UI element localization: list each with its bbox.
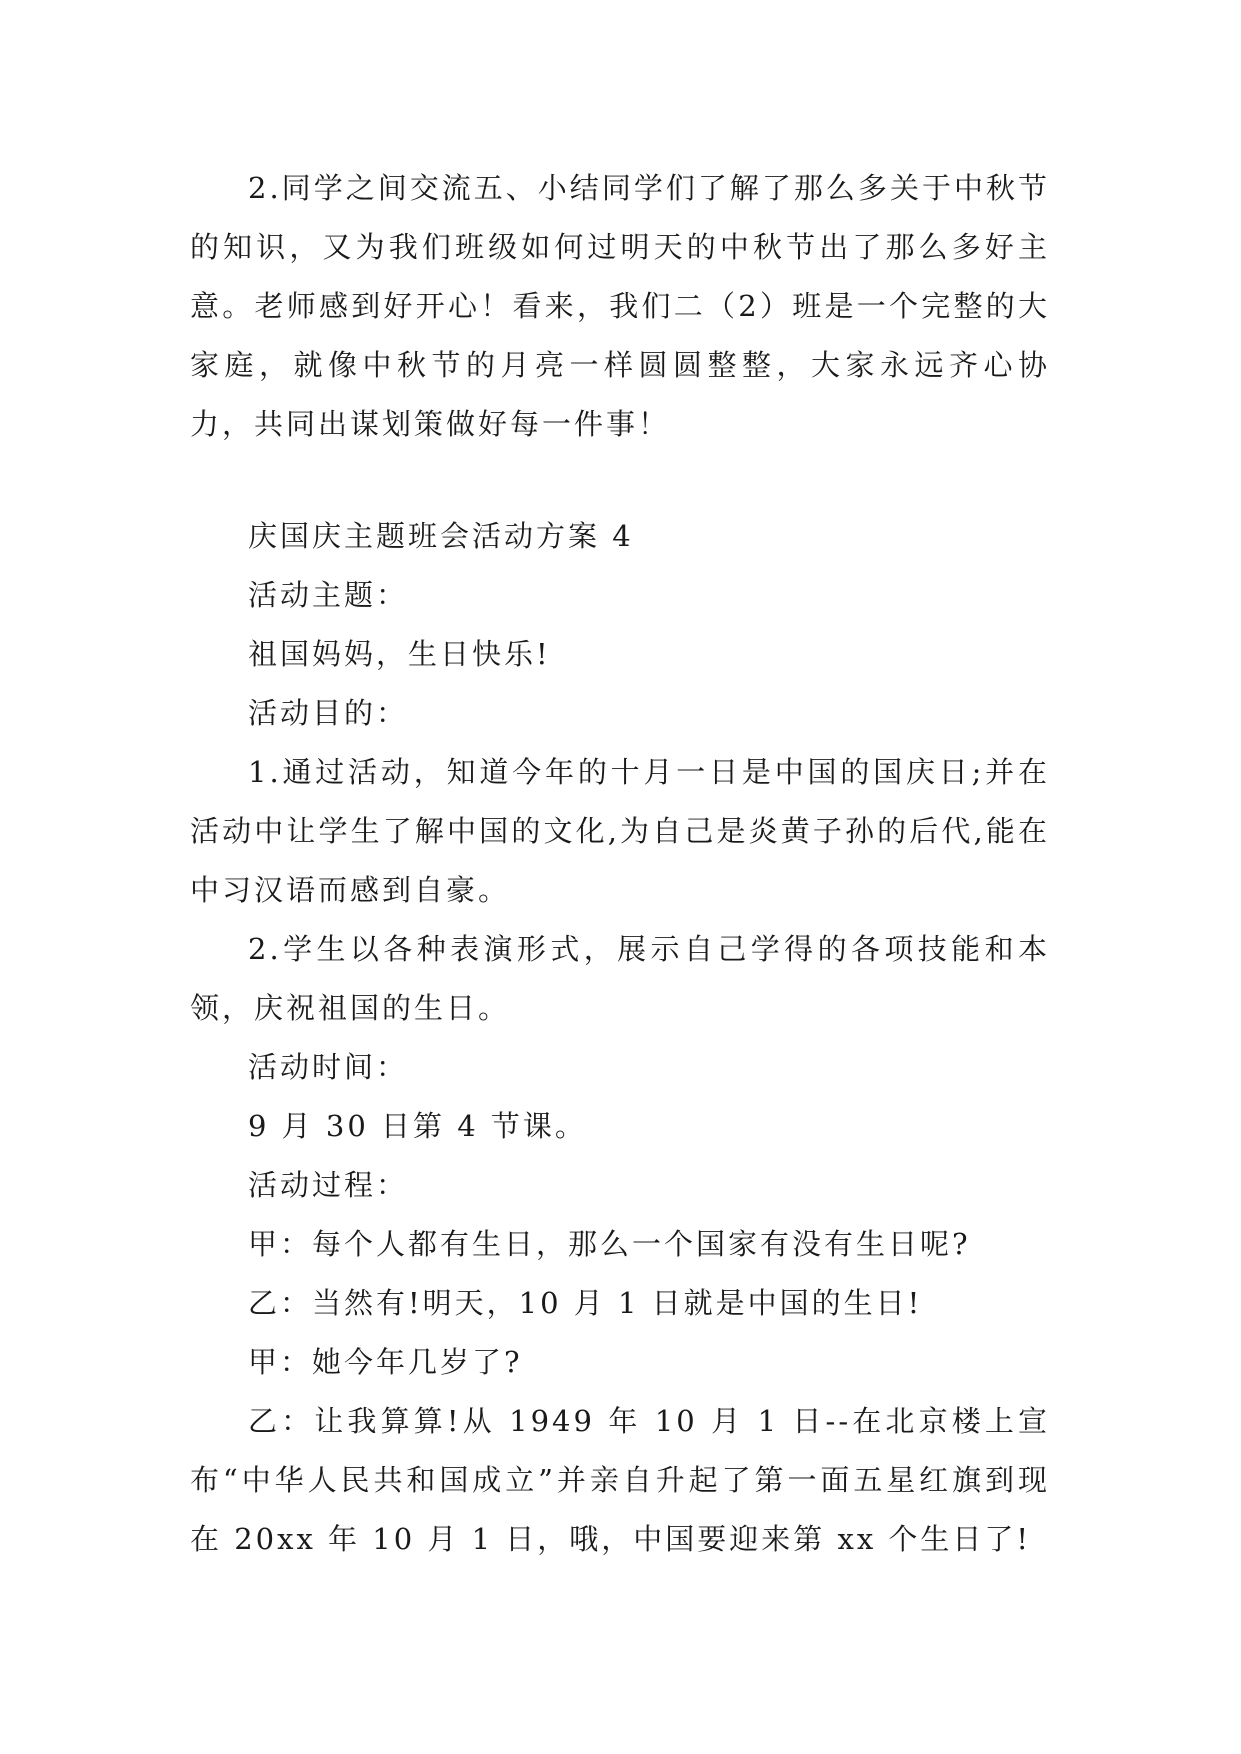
theme-label: 活动主题：	[248, 578, 409, 612]
theme-text: 祖国妈妈，生日快乐!	[248, 637, 551, 671]
dialogue-line: 乙：让我算算!从 1949 年 10 月 1 日--在北京楼上宣布“中华人民共和国成立”并亲自升起了第一面五星红旗到现在 20xx 年 10 月 1 日，哦，中国要迎来第 xx 个生日了!	[190, 1404, 1050, 1556]
section-two	[190, 507, 1050, 1569]
plan-title: 庆国庆主题班会活动方案 4	[248, 519, 634, 553]
purpose-label: 活动目的：	[248, 696, 409, 730]
dialogue-line: 甲：每个人都有生日，那么一个国家有没有生日呢?	[248, 1227, 971, 1261]
purpose-item-1: 1.通过活动，知道今年的十月一日是中国的国庆日;并在活动中让学生了解中国的文化,为自己是炎黄子孙的后代,能在中习汉语而感到自豪。	[190, 755, 1050, 907]
section-one	[190, 159, 1050, 454]
time-label: 活动时间：	[248, 1050, 409, 1084]
process-label: 活动过程：	[248, 1168, 409, 1202]
time-text: 9 月 30 日第 4 节课。	[248, 1109, 587, 1143]
dialogue-line: 乙：当然有!明天，10 月 1 日就是中国的生日!	[248, 1286, 923, 1320]
closing-paragraph: 2.同学之间交流五、小结同学们了解了那么多关于中秋节的知识，又为我们班级如何过明天的中秋节出了那么多好主意。老师感到好开心！看来，我们二（2）班是一个完整的大家庭，就像中秋节的月亮一样圆圆整整，大家永远齐心协力，共同出谋划策做好每一件事！	[190, 171, 1050, 441]
purpose-item-2: 2.学生以各种表演形式，展示自己学得的各项技能和本领，庆祝祖国的生日。	[190, 932, 1050, 1025]
dialogue-line: 甲：她今年几岁了?	[248, 1345, 523, 1379]
